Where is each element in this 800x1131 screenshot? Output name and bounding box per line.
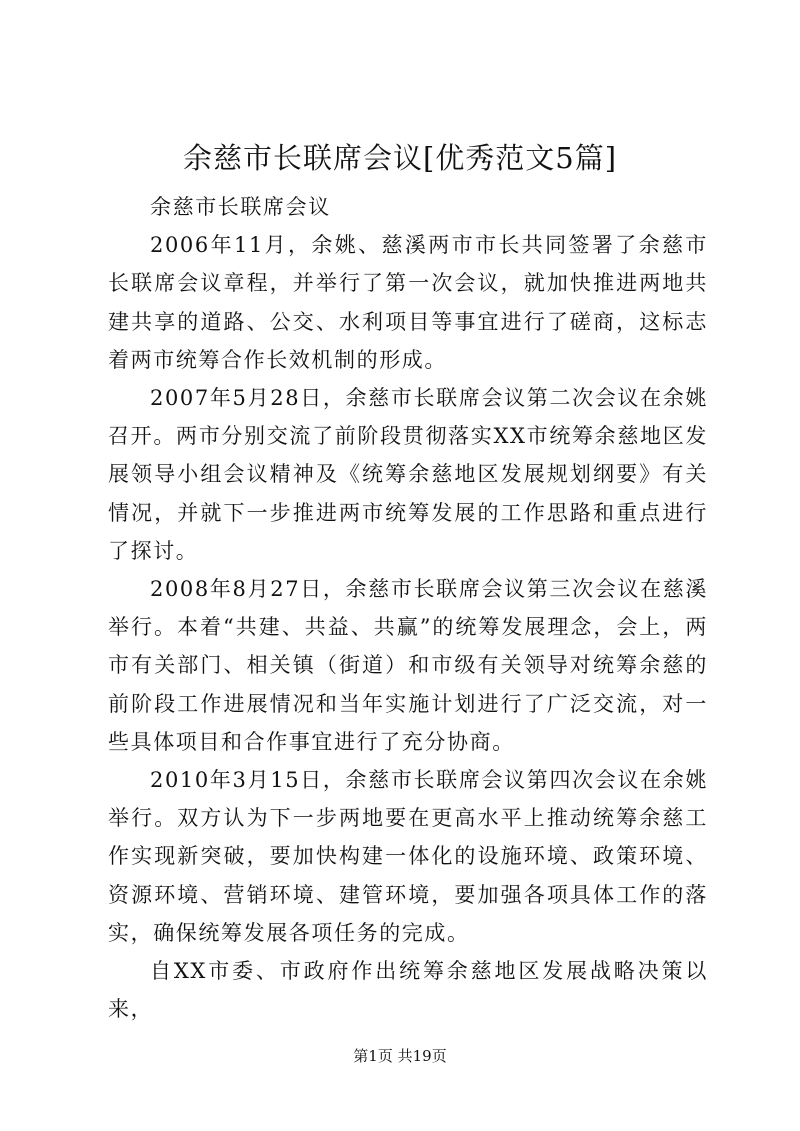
paragraph-2006-meeting: 2006年11月，余姚、慈溪两市市长共同签署了余慈市长联席会议章程，并举行了第一次会议，就加快推进两地共建共享的道路、公交、水利项目等事宜进行了磋商，这标志着两市统筹合作长效机制的形成。 bbox=[108, 233, 708, 372]
document-body bbox=[108, 188, 708, 1028]
paragraph-2008-meeting: 2008年8月27日，余慈市长联席会议第三次会议在慈溪举行。本着“共建、共益、共赢”的统筹发展理念，会上，两市有关部门、相关镇（街道）和市级有关领导对统筹余慈的前阶段工作进展情况和当年实施计划进行了广泛交流，对一些具体项目和合作事宜进行了充分协商。 bbox=[108, 577, 708, 754]
page-number-footer: 第1页 共19页 bbox=[353, 1047, 447, 1065]
paragraph-subtitle: 余慈市长联席会议 bbox=[150, 195, 331, 219]
paragraph-2010-meeting: 2010年3月15日，余慈市长联席会议第四次会议在余姚举行。双方认为下一步两地要在更高水平上推动统筹余慈工作实现新突破，要加快构建一体化的设施环境、政策环境、资源环境、营销环境、建管环境，要加强各项具体工作的落实，确保统筹发展各项任务的完成。 bbox=[108, 768, 708, 945]
document-title: 余慈市长联席会议[优秀范文5篇] bbox=[182, 141, 618, 175]
paragraph-2007-meeting: 2007年5月28日，余慈市长联席会议第二次会议在余姚召开。两市分别交流了前阶段贯彻落实XX市统筹余慈地区发展领导小组会议精神及《统筹余慈地区发展规划纲要》有关情况，并就下一步推进两市统筹发展的工作思路和重点进行了探讨。 bbox=[108, 386, 708, 563]
paragraph-strategy-intro: 自XX市委、市政府作出统筹余慈地区发展战略决策以来， bbox=[108, 959, 708, 1022]
